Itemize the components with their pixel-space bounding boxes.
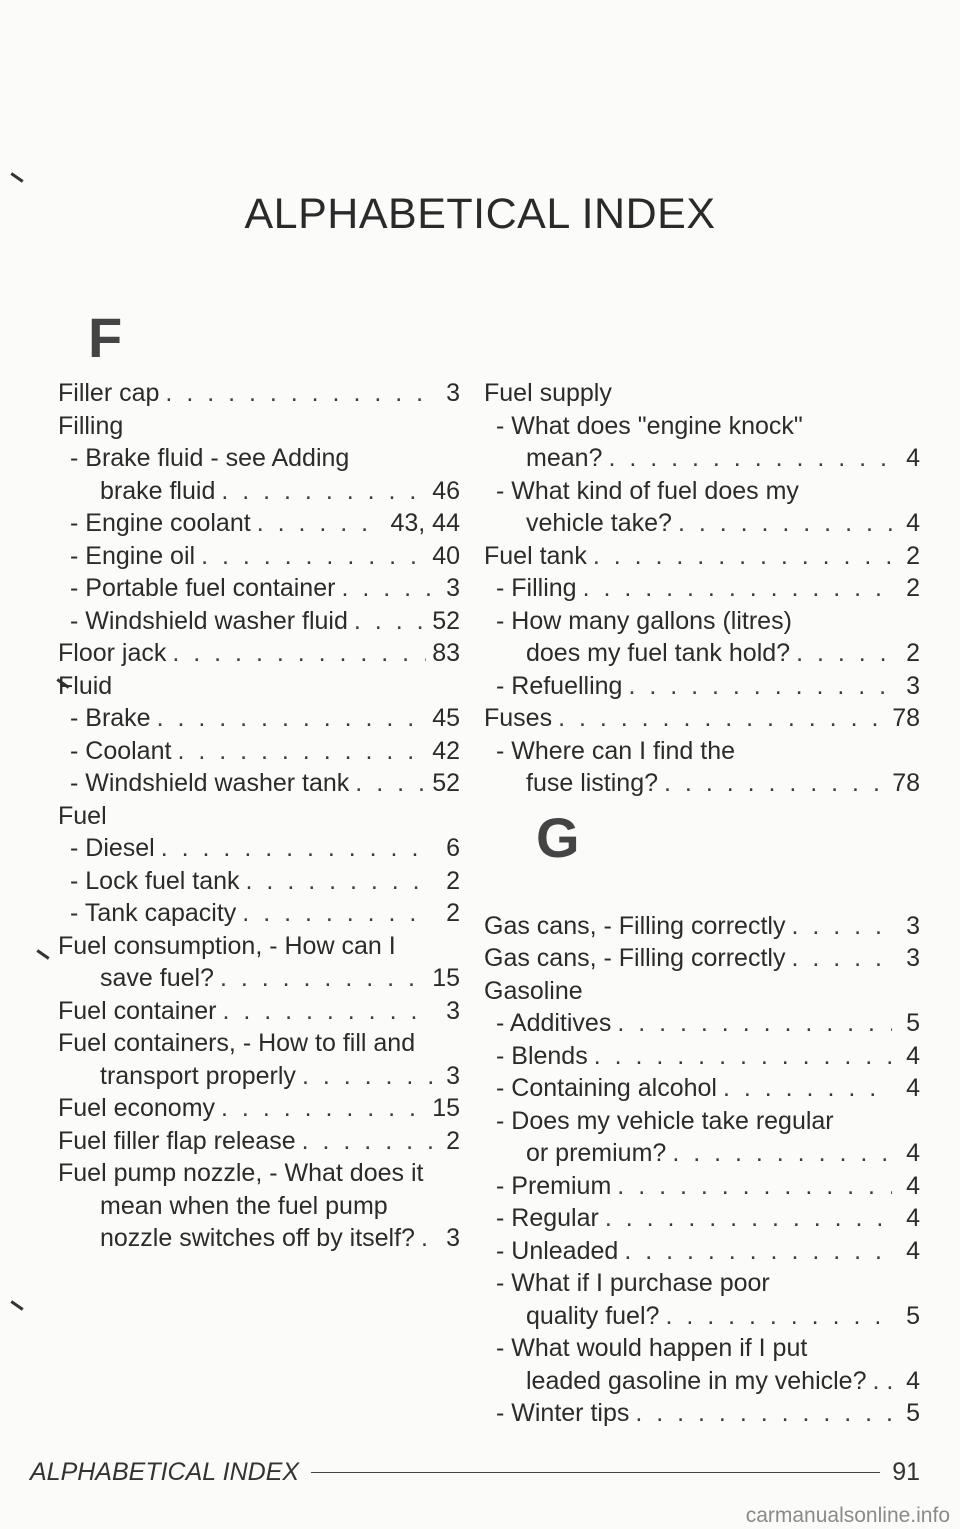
index-entry xyxy=(58,767,460,800)
entry-page: 5 xyxy=(906,1301,920,1330)
entry-page: 5 xyxy=(906,1399,920,1427)
index-entry xyxy=(58,605,460,638)
entry-text: Fuses xyxy=(484,704,553,732)
index-entry xyxy=(484,702,920,735)
entry-page: 15 xyxy=(432,1094,460,1122)
page-title: ALPHABETICAL INDEX xyxy=(244,190,716,238)
index-entry xyxy=(484,942,920,975)
index-column-right xyxy=(484,377,920,1430)
index-entry xyxy=(58,1222,460,1255)
index-entry xyxy=(484,1072,920,1105)
entry-text: brake fluid xyxy=(100,476,216,505)
entry-page: 4 xyxy=(906,509,920,537)
entry-text: - Containing alcohol xyxy=(496,1074,717,1102)
entry-text: - Filling xyxy=(496,574,577,602)
index-entry xyxy=(58,832,460,865)
entry-page: 3 xyxy=(906,671,920,700)
entry-page: 45 xyxy=(432,704,460,732)
page-number: 91 xyxy=(892,1458,920,1486)
entry-text: - Blends xyxy=(496,1041,588,1070)
footer-rule xyxy=(311,1472,880,1473)
index-entry: Fuel containers, - How to fill and xyxy=(58,1029,416,1057)
footer-label: ALPHABETICAL INDEX xyxy=(30,1458,300,1486)
entry-text: Fuel filler flap release xyxy=(58,1126,296,1155)
entry-page: 78 xyxy=(892,704,920,732)
index-entry xyxy=(484,670,920,703)
entry-text: - Coolant xyxy=(70,736,172,765)
index-entry xyxy=(58,377,460,410)
entry-text: - Refuelling xyxy=(496,671,623,700)
entry-text: - Additives xyxy=(496,1009,612,1037)
index-entry xyxy=(58,735,460,768)
index-entry xyxy=(58,995,460,1028)
index-entry xyxy=(58,865,460,898)
index-entry: - Where can I find the xyxy=(496,736,736,765)
page-footer xyxy=(30,1458,920,1487)
index-entry: - What if I purchase poor xyxy=(496,1269,770,1297)
entry-page: 78 xyxy=(892,769,920,797)
entry-text: - Portable fuel container xyxy=(70,574,336,602)
index-entry xyxy=(484,442,920,475)
index-entry xyxy=(58,962,460,995)
index-entry: mean when the fuel pump xyxy=(100,1191,388,1220)
index-entry xyxy=(484,1300,920,1333)
entry-page: 42 xyxy=(432,736,460,765)
entry-page: 5 xyxy=(906,1009,920,1037)
entry-page: 46 xyxy=(432,476,460,505)
index-entry xyxy=(484,1170,920,1203)
corner-mark xyxy=(36,949,49,959)
entry-page: 4 xyxy=(906,1074,920,1102)
index-entry xyxy=(484,572,920,605)
entry-text: - Premium xyxy=(496,1171,612,1200)
entry-page: 4 xyxy=(906,1236,920,1265)
index-entry: Gasoline xyxy=(484,976,583,1005)
corner-mark xyxy=(10,172,23,182)
entry-text: fuse listing? xyxy=(526,769,659,797)
entry-text: vehicle take? xyxy=(526,509,672,537)
index-entry xyxy=(484,1202,920,1235)
index-entry: Filling xyxy=(58,411,124,440)
index-entry: Fuel xyxy=(58,801,107,830)
entry-text: Gas cans, - Filling correctly xyxy=(484,944,786,972)
index-entry xyxy=(58,1125,460,1158)
entry-page: 2 xyxy=(906,639,920,667)
entry-text: - Engine oil xyxy=(70,541,196,570)
entry-text: - Engine coolant xyxy=(70,509,251,537)
entry-text: Gas cans, - Filling correctly xyxy=(484,911,786,940)
index-entry xyxy=(58,637,460,670)
entry-text: Fuel tank xyxy=(484,541,587,570)
entry-page: 4 xyxy=(906,1171,920,1200)
entry-page: 4 xyxy=(906,1204,920,1232)
entry-page: 3 xyxy=(446,574,460,602)
section-letter-f: F xyxy=(88,306,123,369)
entry-page: 2 xyxy=(446,866,460,895)
entry-page: 4 xyxy=(906,1139,920,1167)
entry-page: 43, 44 xyxy=(390,509,460,537)
entry-text: - Regular xyxy=(496,1204,599,1232)
entry-text: does my fuel tank hold? xyxy=(526,639,791,667)
index-entry xyxy=(484,1040,920,1073)
entry-text: - Brake xyxy=(70,704,151,732)
entry-text: leaded gasoline in my vehicle? xyxy=(526,1366,867,1395)
entry-page: 3 xyxy=(446,996,460,1025)
entry-text: Filler cap xyxy=(58,379,160,407)
entry-page: 4 xyxy=(906,444,920,472)
entry-page: 6 xyxy=(446,834,460,862)
entry-page: 52 xyxy=(432,769,460,797)
entry-text: save fuel? xyxy=(100,964,214,992)
entry-text: quality fuel? xyxy=(526,1301,660,1330)
entry-page: 83 xyxy=(432,639,460,667)
index-column-left xyxy=(58,377,460,1255)
entry-text: Floor jack xyxy=(58,639,167,667)
index-entry xyxy=(484,1137,920,1170)
entry-page: 4 xyxy=(906,1041,920,1070)
index-entry xyxy=(484,1235,920,1268)
index-entry: - What does "engine knock" xyxy=(496,411,803,440)
index-entry xyxy=(484,507,920,540)
entry-page: 2 xyxy=(906,541,920,570)
watermark: carmanualsonline.info xyxy=(745,1504,950,1527)
entry-page: 2 xyxy=(446,1126,460,1155)
entry-text: nozzle switches off by itself? xyxy=(100,1224,415,1252)
index-entry xyxy=(58,897,460,930)
index-entry xyxy=(58,1092,460,1125)
index-entry xyxy=(58,1060,460,1093)
corner-mark xyxy=(10,1300,23,1310)
entry-text: Fuel economy xyxy=(58,1094,216,1122)
entry-text: mean? xyxy=(526,444,603,472)
index-entry xyxy=(58,475,460,508)
entry-text: - Windshield washer tank xyxy=(70,769,350,797)
index-entry xyxy=(484,910,920,943)
index-entry xyxy=(58,507,460,540)
entry-page: 40 xyxy=(432,541,460,570)
index-entry xyxy=(484,1365,920,1398)
index-entry: Fuel pump nozzle, - What does it xyxy=(58,1159,424,1187)
index-entry: Fuel supply xyxy=(484,379,612,407)
index-entry xyxy=(484,540,920,573)
index-entry: - What kind of fuel does my xyxy=(496,476,799,505)
entry-text: or premium? xyxy=(526,1139,667,1167)
index-entry xyxy=(484,1397,920,1430)
entry-text: - Windshield washer fluid xyxy=(70,606,348,635)
index-entry xyxy=(58,540,460,573)
entry-text: - Unleaded xyxy=(496,1236,619,1265)
index-entry xyxy=(484,1007,920,1040)
section-letter-g: G xyxy=(536,806,580,869)
index-entry: - How many gallons (litres) xyxy=(496,606,792,635)
entry-page: 4 xyxy=(906,1366,920,1395)
index-entry xyxy=(484,767,920,800)
entry-page: 3 xyxy=(446,379,460,407)
entry-page: 2 xyxy=(446,899,460,927)
entry-page: 3 xyxy=(446,1224,460,1252)
entry-page: 52 xyxy=(432,606,460,635)
index-entry xyxy=(58,572,460,605)
entry-text: - Tank capacity xyxy=(70,899,237,927)
entry-text: transport properly xyxy=(100,1061,296,1090)
entry-page: 2 xyxy=(906,574,920,602)
index-entry: - What would happen if I put xyxy=(496,1334,808,1362)
entry-page: 15 xyxy=(432,964,460,992)
entry-text: - Winter tips xyxy=(496,1399,630,1427)
index-entry xyxy=(484,637,920,670)
entry-text: - Lock fuel tank xyxy=(70,866,240,895)
entry-page: 3 xyxy=(446,1061,460,1090)
entry-text: Fuel container xyxy=(58,996,217,1025)
index-entry: Fuel consumption, - How can I xyxy=(58,931,396,960)
index-entry xyxy=(58,702,460,735)
index-entry: - Does my vehicle take regular xyxy=(496,1106,834,1135)
index-entry: Fluid xyxy=(58,671,113,700)
entry-text: - Diesel xyxy=(70,834,155,862)
index-entry: - Brake fluid - see Adding xyxy=(70,444,350,472)
entry-page: 3 xyxy=(906,944,920,972)
entry-page: 3 xyxy=(906,911,920,940)
